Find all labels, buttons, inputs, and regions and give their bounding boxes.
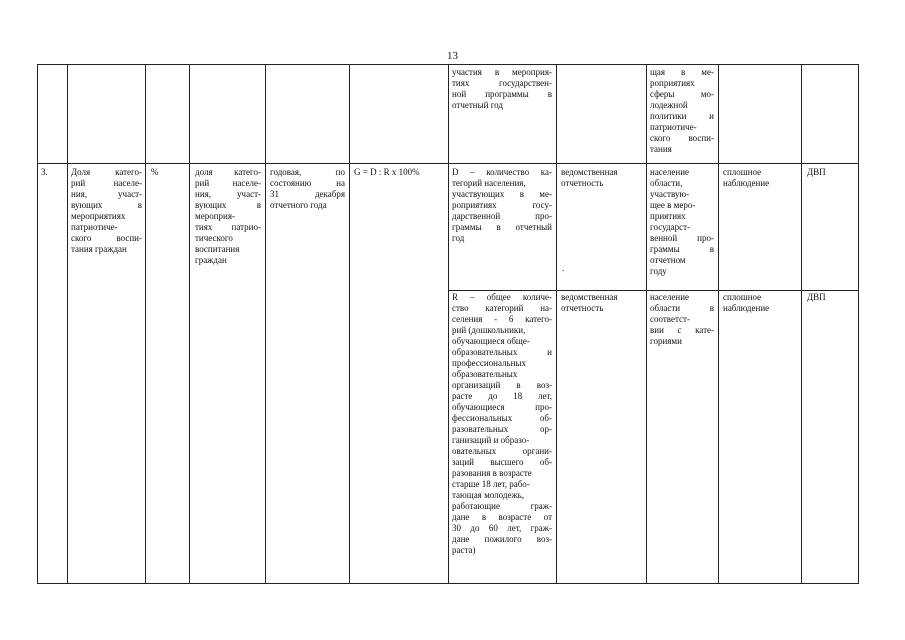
formula-cell: G = D : R x 100% — [354, 167, 420, 177]
responsible-d-cell: ДВП — [807, 167, 826, 177]
row-number: 3. — [41, 167, 48, 177]
source-d-cell: ведомственная отчетность — [561, 167, 618, 188]
column-divider — [718, 64, 719, 584]
column-divider — [265, 64, 266, 584]
responsible-r-cell: ДВП — [807, 292, 826, 302]
column-divider — [448, 64, 449, 584]
definition-cell: доля катего- рий населе- ния, участ- вующих в мероприя- тиях патрио- тического воспитания граждан — [195, 167, 261, 265]
unit-cell: % — [151, 167, 159, 177]
column-divider — [67, 64, 68, 584]
stray-dot-mark: . — [562, 263, 565, 273]
parameter-r-cell: R – общее количе- ство категорий на- селения - 6 катего- рий (дошкольники, обучающиеся обще- образовательных и профессиональных образовательных организаций в воз- расте до 18 лет, обучающиеся про- фессиональных об- разовательных ор- ганизаций и образо- овательных органи- заций высшего об- разования в возрасте старше 18 лет, рабо- тающая молодежь, работающие граж- дане в возрасте от 30 до 60 лет, граж- дане пожилого воз- раста) — [452, 292, 552, 555]
row-divider — [448, 290, 859, 291]
indicator-name-cell: Доля катего- рий населе- ния, участ- вующих в мероприятиях патриотиче- ского воспи- тания граждан — [71, 167, 142, 254]
column-divider — [145, 64, 146, 584]
unit-observation-d-cell: население области, участвую- щее в меро- приятиях государст- венной про- граммы в отчетном году — [650, 167, 714, 276]
method-d-cell: сплошное наблюдение — [723, 167, 770, 188]
column-divider — [646, 64, 647, 584]
row-divider — [37, 163, 859, 164]
method-r-cell: сплошное наблюдение — [723, 292, 770, 313]
periodicity-cell: годовая, по состоянию на 31 декабря отчетного года — [270, 167, 345, 210]
page-number: 13 — [447, 50, 458, 62]
cont-parameter-cell: участия в мероприя- тиях государствен- ной программы в отчетный год — [452, 67, 552, 110]
column-divider — [556, 64, 557, 584]
cont-unit-observation-cell: щая в ме- роприятиях сферы мо- лодежной политики и патриотиче- ского воспи- тания — [650, 67, 714, 154]
source-r-cell: ведомственная отчетность — [561, 292, 618, 313]
parameter-d-cell: D – количество ка- тегорий населения, участвующих в ме- роприятиях госу- дарственной про- граммы в отчетный год — [452, 167, 552, 243]
column-divider — [349, 64, 350, 584]
column-divider — [801, 64, 802, 584]
column-divider — [189, 64, 190, 584]
unit-observation-r-cell: население области в соответст- вии с кате- гориями — [650, 292, 714, 346]
